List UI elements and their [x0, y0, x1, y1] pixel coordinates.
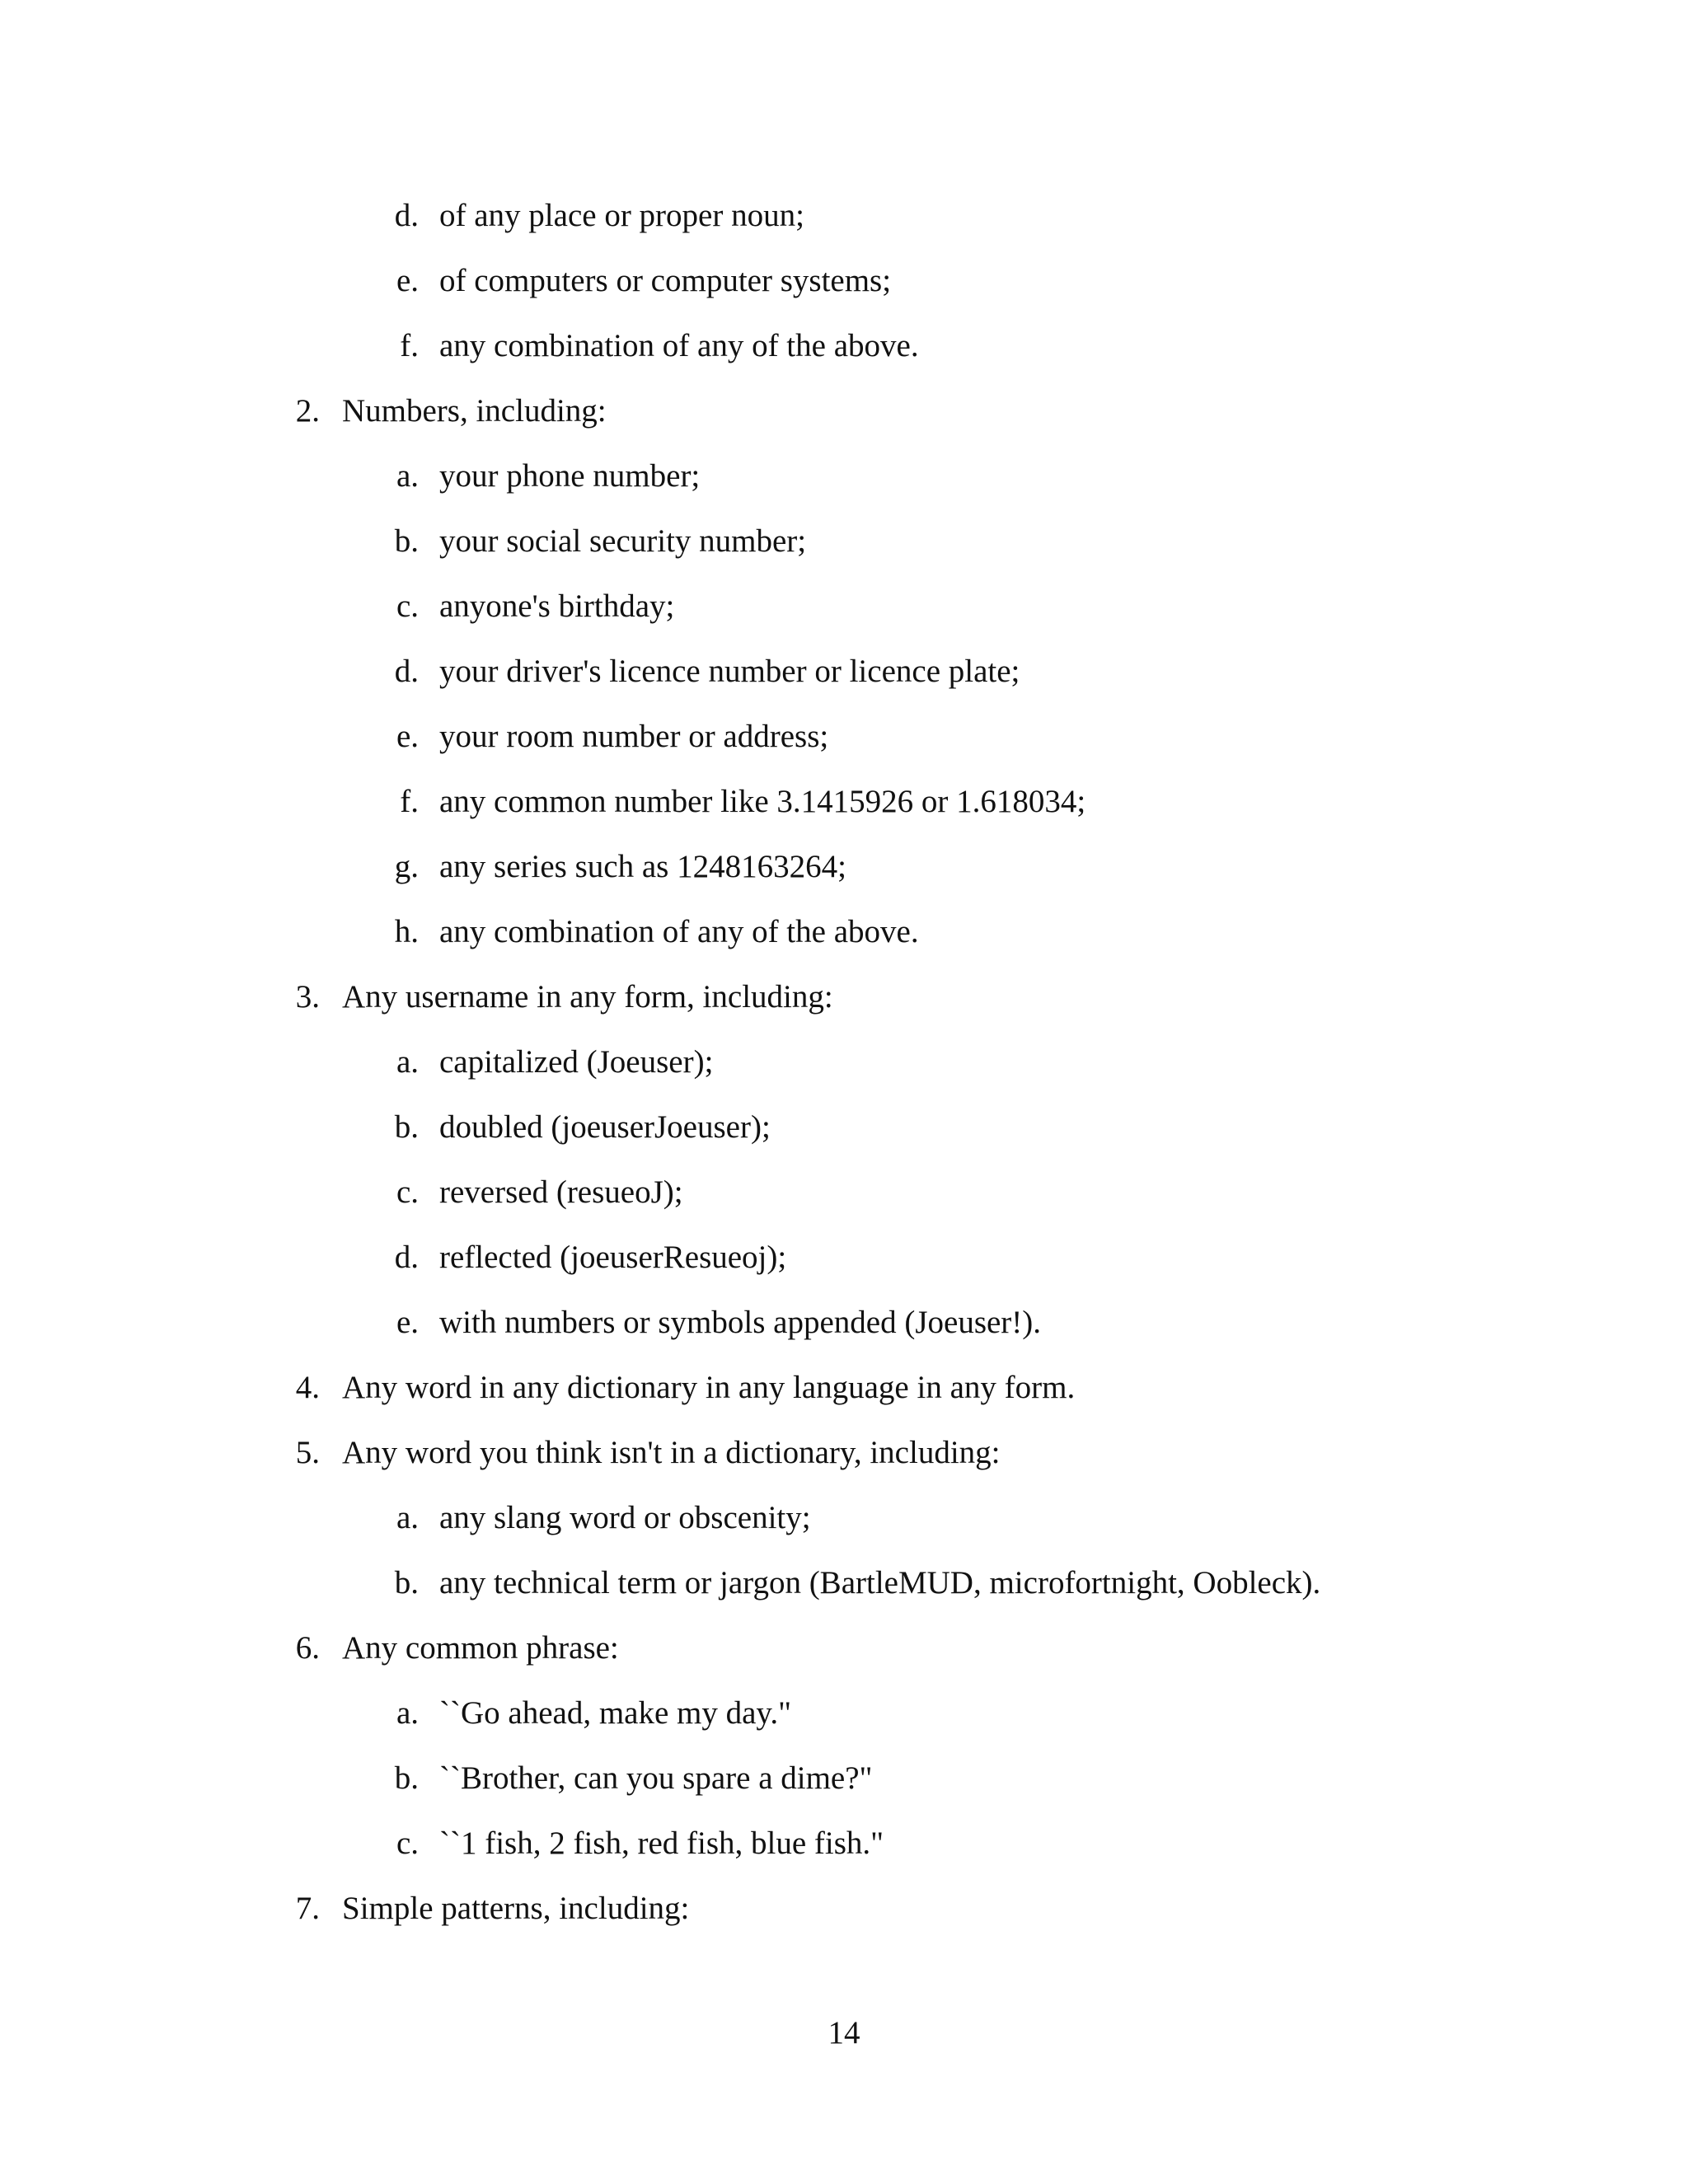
list-item-text: ``Go ahead, make my day." [439, 1695, 792, 1731]
list-item [0, 452, 1688, 501]
list-item-text: Numbers, including: [342, 393, 607, 429]
list-marker: b. [394, 1760, 419, 1796]
list-item [0, 256, 1688, 306]
list-marker: 7. [295, 1891, 320, 1926]
list-marker: h. [394, 914, 419, 949]
list-item-text: your room number or address; [439, 719, 829, 754]
list-item [0, 1624, 1688, 1673]
list-item-text: Any username in any form, including: [342, 979, 833, 1015]
list-item-text: capitalized (Joeuser); [439, 1044, 714, 1080]
list-item-text: any common number like 3.1415926 or 1.618034; [439, 784, 1086, 819]
list-marker: c. [396, 588, 419, 624]
list-item-text: ``1 fish, 2 fish, red fish, blue fish." [439, 1825, 884, 1861]
list-item-text: ``Brother, can you spare a dime?" [439, 1760, 873, 1796]
list-item-text: any technical term or jargon (BartleMUD, microfortnight, Oobleck). [439, 1565, 1321, 1601]
list-marker: e. [396, 1305, 419, 1340]
list-item-text: your social security number; [439, 523, 807, 559]
list-item [0, 1038, 1688, 1087]
list-item-text: of computers or computer systems; [439, 263, 892, 298]
list-item [0, 1363, 1688, 1413]
list-item-text: any series such as 1248163264; [439, 849, 846, 884]
list-item [0, 1298, 1688, 1347]
list-item [0, 1103, 1688, 1152]
list-item [0, 647, 1688, 696]
list-item [0, 907, 1688, 957]
list-item-text: your driver's licence number or licence plate; [439, 654, 1020, 689]
list-item [0, 1558, 1688, 1608]
list-item [0, 321, 1688, 371]
list-marker: a. [396, 1695, 419, 1731]
list-item-text: reversed (resueoJ); [439, 1174, 683, 1210]
list-item [0, 1428, 1688, 1478]
list-item-text: of any place or proper noun; [439, 198, 804, 233]
list-item-text: Any word in any dictionary in any language in any form. [342, 1370, 1076, 1405]
list-item [0, 972, 1688, 1022]
list-item [0, 582, 1688, 631]
list-marker: b. [394, 1565, 419, 1601]
list-item [0, 842, 1688, 892]
list-marker: g. [394, 849, 419, 884]
list-item [0, 387, 1688, 436]
list-item [0, 1493, 1688, 1543]
list-item-text: reflected (joeuserResueoj); [439, 1240, 787, 1275]
list-item-text: any combination of any of the above. [439, 328, 919, 363]
list-item-text: Any word you think isn't in a dictionary, including: [342, 1435, 1001, 1470]
list-marker: 3. [295, 979, 320, 1015]
list-item-text: anyone's birthday; [439, 588, 675, 624]
list-item [0, 1754, 1688, 1803]
list-item [0, 1168, 1688, 1217]
list-item [0, 1884, 1688, 1933]
list-item [0, 1233, 1688, 1282]
list-marker: 5. [295, 1435, 320, 1470]
list-item [0, 777, 1688, 827]
page-number: 14 [828, 2015, 860, 2050]
list-item-text: any slang word or obscenity; [439, 1500, 811, 1535]
list-marker: f. [400, 328, 419, 363]
list-marker: f. [400, 784, 419, 819]
list-item-text: Simple patterns, including: [342, 1891, 690, 1926]
list-marker: a. [396, 1044, 419, 1080]
list-item [0, 1819, 1688, 1868]
list-marker: e. [396, 719, 419, 754]
list-marker: b. [394, 1109, 419, 1145]
list-marker: 2. [295, 393, 320, 429]
list-item [0, 191, 1688, 241]
list-marker: c. [396, 1825, 419, 1861]
list-item [0, 712, 1688, 762]
list-item-text: any combination of any of the above. [439, 914, 919, 949]
list-marker: e. [396, 263, 419, 298]
list-marker: d. [394, 1240, 419, 1275]
list-marker: a. [396, 1500, 419, 1535]
list-item-text: doubled (joeuserJoeuser); [439, 1109, 771, 1145]
list-item [0, 517, 1688, 566]
list-marker: 4. [295, 1370, 320, 1405]
list-marker: c. [396, 1174, 419, 1210]
list-item [0, 1689, 1688, 1738]
list-item-text: Any common phrase: [342, 1630, 619, 1666]
list-marker: d. [394, 654, 419, 689]
list-marker: 6. [295, 1630, 320, 1666]
list-marker: d. [394, 198, 419, 233]
list-item-text: your phone number; [439, 458, 701, 494]
list-marker: b. [394, 523, 419, 559]
list-item-text: with numbers or symbols appended (Joeuser!). [439, 1305, 1042, 1340]
list-marker: a. [396, 458, 419, 494]
